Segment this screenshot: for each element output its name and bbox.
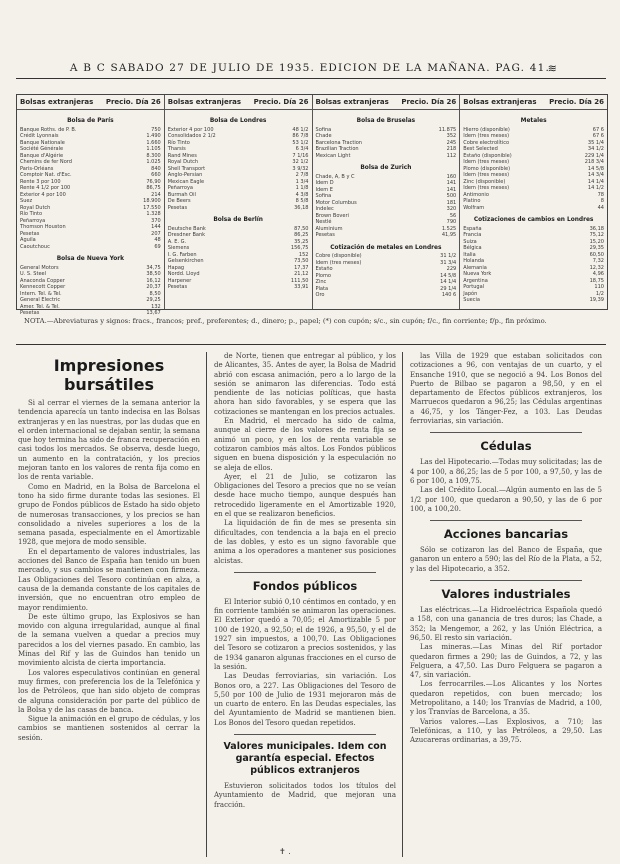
security-name: Crédit Lyonnais bbox=[20, 133, 59, 139]
security-price: 8,50 bbox=[149, 290, 161, 297]
article-column-3 bbox=[410, 352, 602, 857]
security-price: 78 bbox=[597, 191, 604, 198]
article-paragraph: Los valores especulativos continúan en general muy firmes, con preferencia los de la Telefónica y los de Petróleos, que han sido objeto de compras de alguna consideración por parte del público de la Bolsa y de las casas de banca. bbox=[18, 668, 200, 714]
security-name: Société Générale bbox=[20, 146, 64, 152]
security-name: Rand Mines bbox=[167, 152, 197, 159]
exchange-table-column bbox=[17, 95, 165, 316]
security-name: Hapag bbox=[167, 264, 185, 271]
security-name: Platino bbox=[463, 198, 481, 204]
security-price: 1.525 bbox=[441, 225, 457, 232]
security-price: 229 bbox=[446, 266, 457, 272]
security-price: 12,32 bbox=[589, 264, 604, 271]
security-name: Nordd. Lloyd bbox=[167, 271, 200, 277]
security-name: Río Tinto bbox=[167, 139, 190, 146]
table-header bbox=[17, 95, 164, 110]
security-name: Plomo bbox=[315, 272, 331, 279]
table-header-title: Bolsas extranjeras bbox=[20, 98, 94, 106]
security-price: 141 bbox=[446, 180, 457, 186]
security-name: Idem D bbox=[315, 180, 334, 186]
security-name: Comptoir Nat. d'Esc. bbox=[20, 172, 72, 178]
security-name: Japón bbox=[463, 290, 478, 297]
security-price: 86,25 bbox=[294, 232, 309, 238]
security-name: Idem E bbox=[315, 186, 333, 193]
security-price: 214 bbox=[151, 191, 161, 198]
foreign-exchanges-tables bbox=[16, 94, 608, 316]
security-name: Paris-Orléans bbox=[20, 165, 54, 172]
table-row bbox=[168, 284, 309, 291]
security-price: 29 1/4 bbox=[440, 285, 457, 292]
security-price: 14 5/8 bbox=[440, 272, 457, 279]
note-rule bbox=[16, 344, 606, 345]
table-row bbox=[168, 205, 309, 212]
article-paragraph: Las del Hipotecario.—Todas muy solicitadas; las de 4 por 100, a 86,25; las de 5 por 100, a 97,50, y las de 6 por 100, a 109,75. bbox=[410, 458, 602, 485]
security-name: Argentina bbox=[463, 277, 488, 284]
security-price: 44 bbox=[597, 204, 604, 211]
security-price: 1.490 bbox=[146, 133, 161, 139]
security-name: Suecia bbox=[463, 297, 480, 303]
security-price: 3 9/32 bbox=[292, 165, 309, 172]
article-paragraph: Las eléctricas.—La Hidroeléctrica Española quedó a 158, con una ganancia de tres duros; las Chade, a 352; la Mengemor, a 262, y las Unión Eléctrica, a 96,50. El resto sin variación. bbox=[410, 606, 602, 642]
column-divider bbox=[402, 352, 403, 857]
security-name: Pesetas bbox=[20, 310, 40, 316]
table-header-price: Precio. Día 26 bbox=[253, 98, 309, 106]
security-price: 1.025 bbox=[146, 159, 161, 165]
security-name: Mexican Light bbox=[315, 152, 351, 159]
security-price: 4,96 bbox=[592, 271, 604, 277]
security-name: Italia bbox=[463, 251, 476, 258]
security-name: Gelsenkirchen bbox=[167, 258, 204, 264]
security-price: 111,50 bbox=[290, 277, 309, 284]
security-name: Dresdner Bank bbox=[167, 232, 206, 238]
security-price: 1 3/4 bbox=[295, 178, 309, 185]
security-price: 14 5/8 bbox=[587, 165, 604, 172]
footer-mark: ✝ . bbox=[279, 847, 291, 856]
security-price: 87,50 bbox=[294, 225, 309, 232]
security-name: A. E. G. bbox=[167, 238, 187, 245]
security-price: 20,37 bbox=[146, 284, 161, 290]
security-price: 320 bbox=[446, 206, 457, 212]
security-price: 86 7/8 bbox=[292, 133, 309, 139]
security-name: Tharsis bbox=[167, 146, 186, 152]
security-name: Anglo-Persian bbox=[167, 172, 203, 178]
security-price: 15,20 bbox=[589, 238, 604, 245]
article-paragraph: De este último grupo, las Explosivos se han movido con alguna irregularidad, aunque al final de la semana vuelven a quedar a precios muy parecidos a los del viernes pasado. En cambio, las Minas del Rif y las de Guindos han tenido un movimiento alcista de cierta importancia. bbox=[18, 612, 200, 668]
security-price: 13,67 bbox=[146, 310, 161, 316]
security-name: Sofina bbox=[315, 126, 332, 133]
security-price: 181 bbox=[446, 199, 457, 206]
security-price: 132 bbox=[151, 303, 161, 310]
table-section-title: Bolsa de Zurich bbox=[360, 163, 412, 171]
security-name: Amer. Tel. & Tel. bbox=[20, 303, 60, 310]
article-paragraph: Estuvieron solicitados todos los títulos del Ayuntamiento de Madrid, que mejoran una fracción. bbox=[214, 781, 396, 809]
security-name: Idem (tres meses) bbox=[463, 185, 510, 191]
security-price: 31 1/2 bbox=[440, 253, 457, 259]
column-divider bbox=[206, 352, 207, 857]
security-name: Consolidados 2 1/2 bbox=[167, 133, 216, 139]
security-name: Aluminium bbox=[315, 225, 343, 232]
security-price: 1.660 bbox=[146, 139, 161, 146]
security-price: 19,39 bbox=[589, 297, 604, 303]
security-name: Mexican Eagle bbox=[167, 178, 205, 185]
security-name: Burmah Oil bbox=[167, 191, 196, 198]
security-price: 218 3/4 bbox=[584, 159, 604, 165]
security-name: Exterior 4 por 100 bbox=[20, 191, 66, 198]
article-heading: Valores municipales. Idem con garantía especial. Efectos públicos extranjeros bbox=[223, 740, 387, 776]
security-price: 218 bbox=[446, 146, 457, 152]
table-header bbox=[165, 95, 312, 110]
table-header-title: Bolsas extranjeras bbox=[315, 98, 389, 106]
security-price: 76,90 bbox=[146, 178, 161, 185]
security-name: Río Tinto bbox=[20, 211, 43, 217]
security-price: 14 1/4 bbox=[587, 178, 604, 185]
security-name: Zinc (disponible) bbox=[463, 178, 506, 185]
article-paragraph: La liquidación de fin de mes se presenta sin dificultades, con tendencia a la baja en el precio de las dobles, y esto es un signo favorable que anima a los operadores a mantener sus posiciones alcistas. bbox=[214, 519, 396, 565]
security-name: Motor Columbus bbox=[315, 199, 357, 206]
article-paragraph: de Norte, tienen que entregar al público, y los de Alicantes, 35. Antes de ayer, la Bolsa de Madrid abrió con escasa animación, pero a lo largo de la sesión se animaron las diferencias. Todo está pendiente de las noticias políticas, que hasta ahora han sido favorables, y se espera que las cotizaciones se mantengan en los precios actuales. bbox=[214, 352, 396, 416]
security-price: 8 bbox=[600, 198, 604, 204]
table-header-price: Precio. Día 26 bbox=[401, 98, 457, 106]
article-paragraph: las Villa de 1929 que estaban solicitados con cotizaciones a 96, con ventajas de un cuarto, y el Ensanche 1910, que se negoció a 94. Los Bonos del Puerto de Bilbao se pagaron a 98,50, y en el departamento de Efectos públicos extranjeros, los Marruecos quedaron a 96,25; las Cédulas argentinas a 46,75, y los Tánger-Fez, a 103. Las Deudas ferroviarias, sin variación. bbox=[410, 352, 602, 426]
security-name: Portugal bbox=[463, 284, 485, 290]
security-price: 17,37 bbox=[294, 264, 309, 271]
security-price: 14 1/4 bbox=[440, 279, 457, 285]
security-price: 2 7/8 bbox=[295, 172, 309, 178]
article-paragraph: En el departamento de valores industriales, las acciones del Banco de España han tenido un buen mercado, y sus cambios se mantienen con firmeza. Las Obligaciones del Tesoro continúan en alza, a causa de la demanda constante de los capitales de inversión, que no encuentran otro empleo de mayor rendimiento. bbox=[18, 547, 200, 612]
article-paragraph: Los ferrocarriles.—Los Alicantes y los Nortes quedaron repetidos, con buen mercado; los Metropolitano, a 140; los Tranvías de Madrid, a 100, y los Tranvías de Barcelona, a 35. bbox=[410, 680, 602, 717]
article-paragraph: Las Deudas ferroviarias, sin variación. Los Bonos oro, a 227. Las Obligaciones del Tesoro de 5,50 por 100 de Julio de 1931 mejoraron más de un cuarto de entero. En las Deudas especiales, las del Ayuntamiento de Madrid se mantienen bien. Los Bonos del Tesoro quedan repetidos. bbox=[214, 672, 396, 727]
section-separator bbox=[430, 432, 582, 433]
security-price: 29,35 bbox=[589, 245, 604, 251]
security-price: 18.900 bbox=[143, 198, 161, 204]
table-header-title: Bolsas extranjeras bbox=[463, 98, 537, 106]
table-section-title: Cotización de metales en Londres bbox=[330, 242, 442, 251]
table-section-title: Metales bbox=[520, 116, 547, 124]
security-name: Antimonio bbox=[463, 191, 489, 198]
security-price: 750 bbox=[151, 126, 161, 133]
article-paragraph: Las del Crédito Local.—Algún aumento en las de 5 1/2 por 100, que quedaron a 90,50, y las de 6 por 100, a 100,20. bbox=[410, 486, 602, 513]
article-heading: Fondos públicos bbox=[252, 578, 358, 593]
security-name: Royal Dutch bbox=[20, 204, 51, 211]
security-price: 660 bbox=[151, 172, 161, 178]
security-name: Indelec bbox=[315, 206, 334, 212]
security-name: Suez bbox=[20, 198, 33, 204]
security-price: 36,18 bbox=[294, 204, 309, 211]
article-heading: Cédulas bbox=[480, 439, 532, 454]
article-heading: Acciones bancarias bbox=[443, 527, 569, 542]
security-name: Oro bbox=[315, 292, 325, 298]
security-price: 48 bbox=[154, 237, 161, 243]
header-rule bbox=[16, 78, 606, 79]
security-name: Pesetas bbox=[315, 232, 335, 238]
table-section-title: Bolsa de París bbox=[67, 116, 114, 124]
table-row bbox=[463, 205, 604, 212]
security-name: Nueva York bbox=[463, 271, 492, 277]
table-body bbox=[17, 110, 164, 319]
security-price: 18,75 bbox=[589, 277, 604, 284]
article-paragraph: El Interior subió 0,10 céntimos en contado, y en fin corriente también se animaron las operaciones. El Exterior quedó a 70,05; el Amortizable 5 por 100 de 1920, a 92,50; el de 1926, a 95,50, y el de 1927 sin impuestos, a 100,70. Las Obligaciones del Tesoro se cotizaron a precios sostenidos, y las de 1934 ganaron algunas fracciones en el curso de la sesión. bbox=[214, 597, 396, 671]
table-header-price: Precio. Día 26 bbox=[549, 98, 604, 106]
security-name: General Motors bbox=[20, 264, 59, 271]
security-price: 112 bbox=[446, 152, 457, 159]
security-name: Peñarroya bbox=[20, 217, 46, 224]
security-name: U. S. Steel bbox=[20, 271, 47, 277]
table-row bbox=[316, 232, 457, 239]
security-price: 31 3/4 bbox=[440, 259, 457, 266]
header-mark: ≋ bbox=[547, 62, 558, 75]
security-price: 110 bbox=[594, 284, 604, 290]
security-price: 67 6 bbox=[592, 133, 604, 139]
section-separator bbox=[430, 520, 582, 521]
table-row bbox=[20, 310, 161, 317]
security-name: Banque Nationale bbox=[20, 139, 65, 146]
security-price: 141 bbox=[446, 186, 457, 193]
abbreviations-note: NOTA.—Abreviaturas y signos: fracs., francos; pref., preferentes; d., dinero; p., papel; (*) con cupón; s/c., sin cupón; f/c., fin corriente; f/p., fin próximo. bbox=[24, 317, 547, 325]
security-price: 14 3/4 bbox=[587, 172, 604, 178]
security-price: 75,12 bbox=[589, 232, 604, 238]
table-section-title: Cotizaciones de cambios en Londres bbox=[473, 215, 594, 223]
security-price: 21,12 bbox=[294, 271, 309, 277]
security-name: De Beers bbox=[167, 198, 191, 204]
security-name: I. G. Farben bbox=[167, 251, 197, 258]
page-header bbox=[0, 62, 620, 74]
article-heading: Valores industriales bbox=[441, 587, 571, 602]
security-price: 7,32 bbox=[592, 258, 604, 264]
security-name: Banque d'Algérie bbox=[20, 152, 64, 159]
security-price: 56 bbox=[449, 212, 457, 219]
security-name: Sofina bbox=[315, 193, 332, 199]
security-price: 245 bbox=[446, 139, 457, 146]
security-name: Holanda bbox=[463, 258, 485, 264]
security-price: 6 3/4 bbox=[295, 146, 309, 152]
security-price: 4 3/8 bbox=[295, 191, 309, 198]
security-name: Idem (tres meses) bbox=[463, 159, 510, 165]
security-name: Estaño bbox=[315, 266, 333, 272]
security-name: Rente 4 1/2 por 100 bbox=[20, 185, 71, 191]
security-price: 73,50 bbox=[294, 258, 309, 264]
security-price: 38,50 bbox=[146, 271, 161, 277]
security-price: 33,91 bbox=[294, 284, 309, 290]
security-name: Plata bbox=[315, 285, 329, 292]
table-row bbox=[20, 244, 161, 251]
table-header-price: Precio. Día 26 bbox=[105, 98, 161, 106]
security-price: 1.105 bbox=[146, 146, 161, 152]
security-price: 144 bbox=[151, 224, 161, 230]
security-name: Chemins de fer Nord bbox=[20, 159, 72, 165]
security-name: Rente 3 por 100 bbox=[20, 178, 61, 185]
exchange-table-column bbox=[165, 95, 313, 309]
table-section-title: Bolsa de Bruselas bbox=[356, 116, 416, 124]
security-name: Plomo (disponible) bbox=[463, 165, 511, 172]
security-name: Idem (tres meses) bbox=[463, 172, 510, 178]
security-price: 207 bbox=[151, 230, 161, 237]
security-price: 67 6 bbox=[592, 126, 604, 133]
security-name: Alemania bbox=[463, 264, 487, 271]
security-price: 229 1/4 bbox=[584, 152, 604, 159]
security-name: Chade, A, B y C bbox=[315, 173, 355, 180]
security-name: Chade bbox=[315, 133, 332, 139]
section-separator bbox=[430, 580, 582, 581]
table-section-title: Bolsa de Londres bbox=[209, 116, 267, 124]
table-row bbox=[316, 292, 457, 299]
article-heading: Impresiones bursátiles bbox=[53, 356, 165, 394]
security-price: 1.328 bbox=[146, 211, 161, 217]
table-header bbox=[313, 95, 460, 110]
security-price: 86,75 bbox=[146, 185, 161, 191]
security-price: 840 bbox=[151, 165, 161, 172]
security-name: Brazilian Traction bbox=[315, 146, 359, 152]
security-price: 16,12 bbox=[146, 277, 161, 284]
security-name: España bbox=[463, 225, 482, 232]
security-name: Banque Roths. de P. B. bbox=[20, 126, 77, 133]
table-section-title: Bolsa de Berlín bbox=[213, 215, 263, 223]
security-price: 36,18 bbox=[589, 225, 604, 232]
article-paragraph: Sigue la animación en el grupo de cédulas, y los cambios se mantienen sostenidos al cerrar la sesión. bbox=[18, 715, 200, 742]
security-price: 370 bbox=[151, 217, 161, 224]
security-name: Kennecott Copper bbox=[20, 284, 66, 290]
security-price: 69 bbox=[154, 243, 161, 250]
security-price: 29,25 bbox=[146, 297, 161, 303]
article-paragraph: Sólo se cotizaron las del Banco de España, que ganaron un entero a 590; las del Río de la Plata, a 52, y las del Hipotecario, a 352. bbox=[410, 546, 602, 573]
security-name: Cobre electrolítico bbox=[463, 139, 510, 146]
security-price: 500 bbox=[446, 193, 457, 199]
security-name: Francia bbox=[463, 232, 482, 238]
security-name: Bélgica bbox=[463, 245, 482, 251]
security-price: 790 bbox=[446, 219, 457, 225]
security-price: 11.875 bbox=[438, 126, 457, 133]
security-price: 152 bbox=[298, 251, 309, 258]
security-price: 53 1/2 bbox=[292, 139, 309, 146]
security-name: Pesetas bbox=[167, 204, 188, 211]
security-price: 8.300 bbox=[146, 152, 161, 159]
article-column-1 bbox=[18, 352, 200, 857]
security-price: 35,25 bbox=[294, 238, 309, 245]
table-body bbox=[165, 110, 312, 293]
header-line: A B C SABADO 27 DE JULIO DE 1935. EDICION DE LA MAÑANA. PAG. 41. bbox=[69, 62, 551, 74]
section-separator bbox=[234, 572, 376, 573]
security-name: Zinc bbox=[315, 279, 327, 285]
security-price: 34,75 bbox=[146, 264, 161, 271]
security-price: 32 1/2 bbox=[292, 159, 309, 165]
security-price: 1 1/8 bbox=[295, 185, 309, 191]
security-price: 140 6 bbox=[441, 292, 457, 298]
security-price: 14 1/2 bbox=[587, 185, 604, 191]
security-name: Estaño (disponible) bbox=[463, 152, 512, 159]
security-name: Deutsche Bank bbox=[167, 225, 206, 232]
security-price: 60,50 bbox=[589, 251, 604, 258]
exchange-table-column bbox=[460, 95, 607, 309]
security-price: 7 1/16 bbox=[292, 152, 309, 159]
security-name: Exterior 4 por 100 bbox=[167, 126, 214, 133]
security-price: 8 5/8 bbox=[295, 198, 309, 204]
security-price: 48 1/2 bbox=[292, 126, 309, 133]
security-price: 17.550 bbox=[143, 204, 161, 211]
security-price: 156,75 bbox=[290, 245, 309, 251]
security-price: 352 bbox=[446, 133, 457, 139]
security-name: Idem (tres meses) bbox=[463, 133, 510, 139]
security-name: Idem (tres meses) bbox=[315, 259, 362, 266]
security-name: Pesetas bbox=[20, 230, 40, 237]
table-header bbox=[460, 95, 607, 110]
security-name: Anaconda Copper bbox=[20, 277, 65, 284]
security-name: Harpener bbox=[167, 277, 192, 284]
exchange-table-column bbox=[313, 95, 461, 309]
article-column-2 bbox=[214, 352, 396, 857]
article-paragraph: Las mineras.—Las Minas del Rif portador quedaron firmes a 290; las de Guindos, a 72, y las Felguera, a 47,50. Las Duro Felguera se pagaron a 47, sin variación. bbox=[410, 643, 602, 680]
security-price: 34 1/2 bbox=[587, 146, 604, 152]
security-name: Brown Boveri bbox=[315, 212, 349, 219]
article-paragraph: Ayer, el 21 de Julio, se cotizaron las Obligaciones del Tesoro a precios que no se veían desde hace mucho tiempo, aunque después han retrocedido ligeramente en el Amortizable 1920, en el que se realizaron beneficios. bbox=[214, 472, 396, 519]
security-price: 1/2 bbox=[595, 290, 604, 297]
table-body bbox=[313, 110, 460, 301]
security-price: 160 bbox=[446, 173, 457, 180]
security-name: Caoutchouc bbox=[20, 243, 50, 250]
security-name: Thomson Houston bbox=[20, 224, 66, 230]
security-name: Best Selected bbox=[463, 146, 498, 152]
security-name: General Electric bbox=[20, 297, 61, 303]
table-section-title: Bolsa de Nueva York bbox=[56, 254, 125, 262]
security-price: 35 1/4 bbox=[587, 139, 604, 146]
article-paragraph: Si al cerrar el viernes de la semana anterior la tendencia aparecía un tanto indecisa en las Bolsas extranjeras y en las nuestras, por las dudas que en el orden internacional se dejaban sentir, la semana que hoy termina ha sido de franca recuperación en casi todos los mercados. Se observa, desde luego, un aumento en la contratación, y los precios mejoran tanto en los valores de renta fija como en los de renta variable. bbox=[18, 399, 200, 482]
article-paragraph: Como en Madrid, en la Bolsa de Barcelona el tono ha sido firme durante todas las sesiones. El grupo de Fondos públicos de Estado ha sido objeto de numerosas transacciones, y los precios se han consolidado a niveles superiores a los de la semana pasada, especialmente en el Amortizable 1928, que mejora de modo sensible. bbox=[18, 482, 200, 547]
security-name: Barcelona Traction bbox=[315, 139, 362, 146]
security-price: 41,95 bbox=[441, 232, 457, 238]
security-name: Pesetas bbox=[167, 284, 188, 290]
security-name: Nestlé bbox=[315, 219, 332, 225]
table-row bbox=[463, 297, 604, 304]
security-name: Aguila bbox=[20, 237, 36, 243]
security-name: Royal Dutch bbox=[167, 159, 199, 165]
security-name: Cobre (disponible) bbox=[315, 253, 362, 259]
article-paragraph: En Madrid, el mercado ha sido de calma, aunque al cierre de los valores de renta fija se animó un poco, y en los de renta variable se cotizaron cambios más altos. Los Fondos públicos siguen en buena disposición y la especulación no se aleja de ellos. bbox=[214, 417, 396, 472]
security-name: Intern. Tel. & Tel. bbox=[20, 290, 62, 297]
security-name: Wolfram bbox=[463, 204, 485, 211]
security-name: Shell Transport bbox=[167, 165, 206, 172]
article-paragraph: Varios valores.—Las Explosivos, a 710; las Telefónicas, a 110, y las Petróleos, a 29,50. Las Azucareras ordinarias, a 39,75. bbox=[410, 717, 602, 745]
security-name: Siemens bbox=[167, 245, 190, 251]
security-name: Hierro (disponible) bbox=[463, 126, 510, 133]
security-name: Peñarroya bbox=[167, 185, 194, 191]
table-header-title: Bolsas extranjeras bbox=[167, 98, 242, 106]
table-body bbox=[460, 110, 607, 306]
section-separator bbox=[234, 734, 376, 735]
security-name: Suiza bbox=[463, 238, 477, 245]
table-row bbox=[316, 153, 457, 160]
